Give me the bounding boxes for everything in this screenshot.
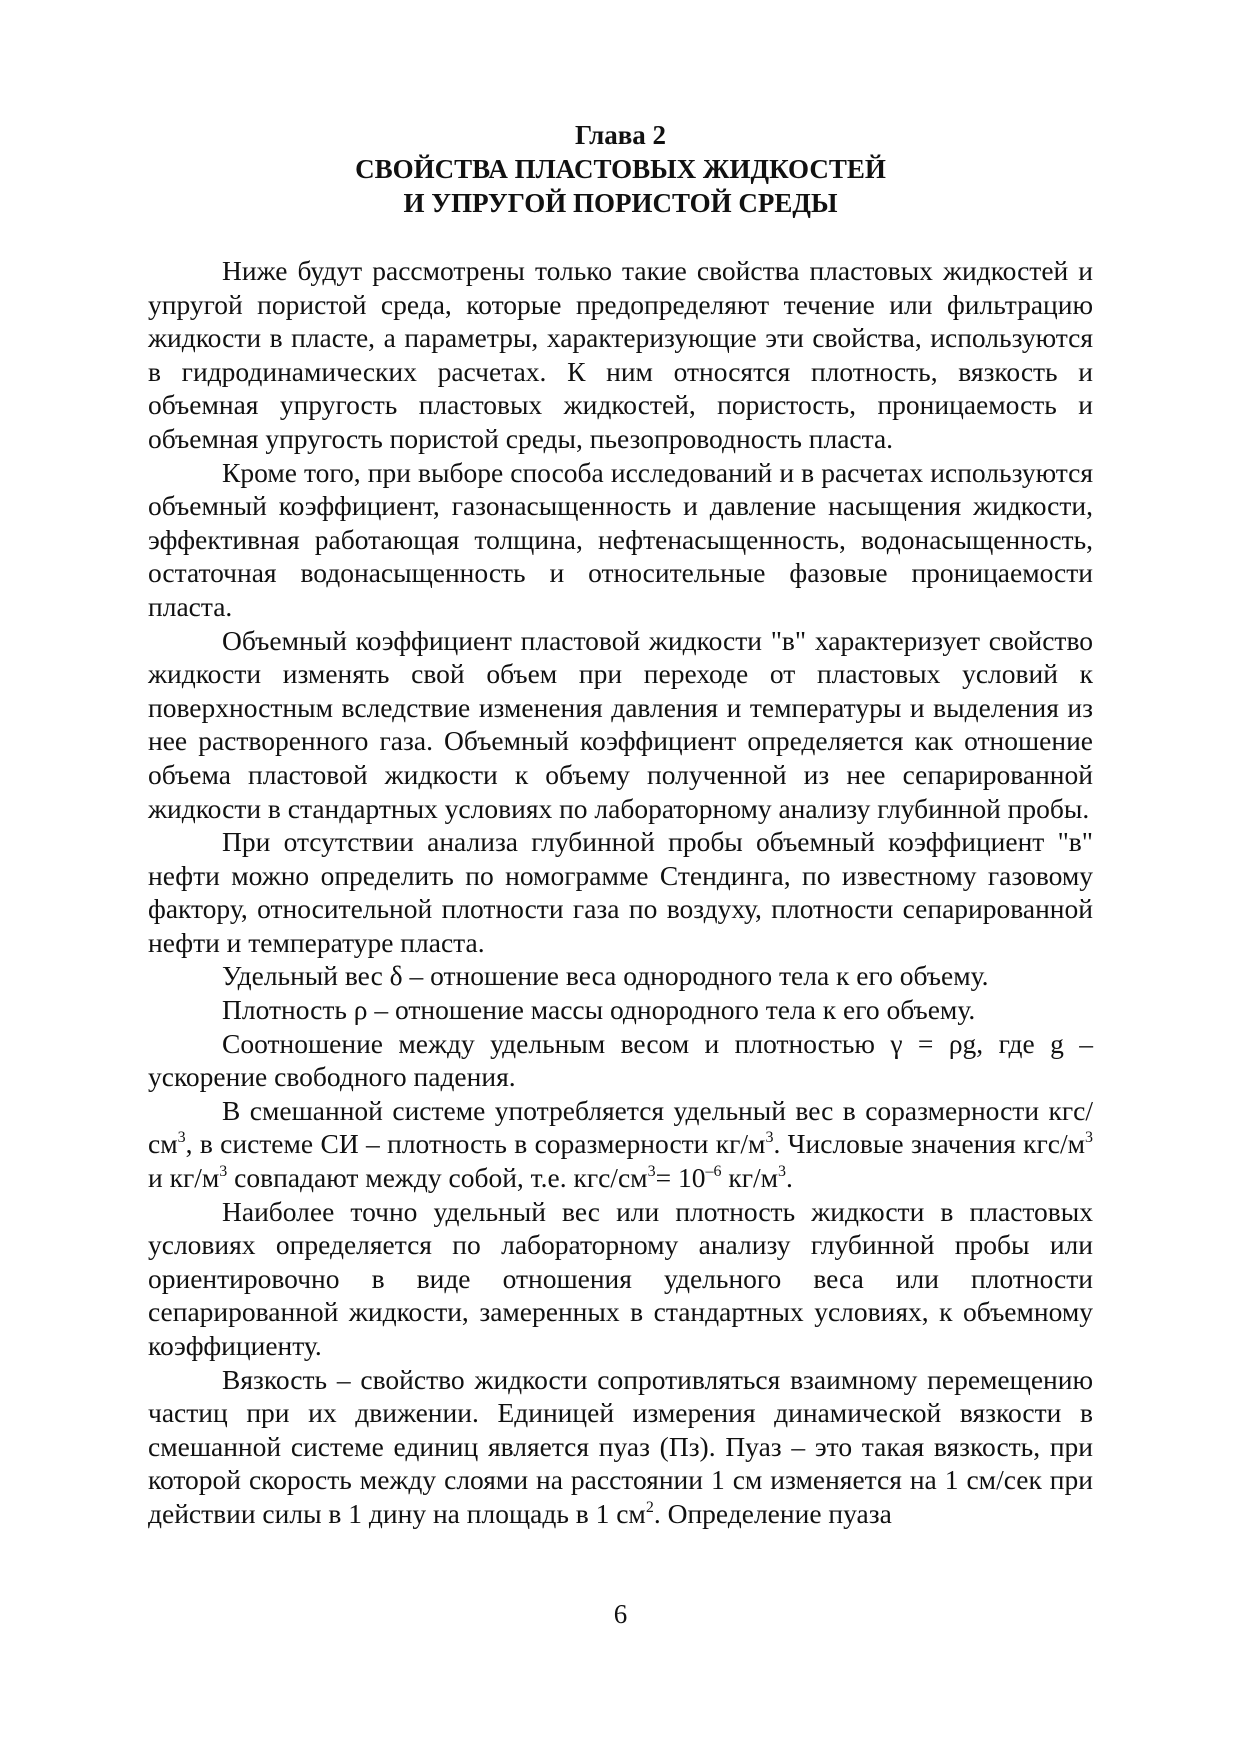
paragraph-specific-weight: Удельный вес δ – отношение веса однородного тела к его объему. xyxy=(222,960,989,992)
superscript: 3 xyxy=(219,1163,228,1181)
units-text: = 10 xyxy=(655,1162,706,1194)
superscript: 2 xyxy=(645,1498,654,1516)
units-text: . xyxy=(786,1162,793,1194)
viscosity-text: Вязкость – свойство жидкости сопротивляться взаимному перемещению частиц при их движении. Единицей измерения динамической вязкости в смешанной системе единиц является пуаз (Пз). Пуаз – это такая вязкость, при которой скорость между слоями на расстоянии 1 см изменяется на 1 см/сек при действии силы в 1 дину на площадь в 1 см xyxy=(148,1363,1093,1529)
superscript: 3 xyxy=(1084,1129,1093,1147)
paragraph-weight-density-relation: Соотношение между удельным весом и плотностью γ = ρg, где g – ускорение свободного падения. xyxy=(148,1027,1093,1093)
paragraph-intro: Ниже будут рассмотрены только такие свойства пластовых жидкостей и упругой пористой среда, которые предопределяют течение или фильтрацию жидкости в пласте, а параметры, характеризующие эти свойства, используются в гидродинамических расчетах. К ним относятся плотность, вязкость и объемная упругость пластовых жидкостей, пористость, проницаемость и объемная упругость пористой среды, пьезопроводность пласта. xyxy=(148,255,1093,454)
superscript: 3 xyxy=(177,1129,186,1147)
units-text: совпадают между собой, т.е. кгс/см xyxy=(227,1162,648,1194)
superscript: 3 xyxy=(778,1163,787,1181)
units-text: . Числовые значения кгс/м xyxy=(773,1128,1085,1160)
viscosity-tail: . Определение пуаза xyxy=(653,1497,892,1529)
chapter-title-line-1: СВОЙСТВА ПЛАСТОВЫХ ЖИДКОСТЕЙ xyxy=(355,154,886,184)
units-text: В смешанной системе употребляется удельный вес в соразмерности кгс/см xyxy=(148,1094,1093,1160)
paragraph-density: Плотность ρ – отношение массы однородного тела к его объему. xyxy=(222,994,976,1026)
chapter-header xyxy=(148,118,1093,220)
units-text: кг/м xyxy=(721,1162,779,1194)
superscript: 3 xyxy=(647,1163,656,1181)
paragraph-reservoir-density: Наиболее точно удельный вес или плотность жидкости в пластовых условиях определяется по лабораторному анализу глубинной пробы или ориентировочно в виде отношения удельного веса или плотности сепарированной жидкости, замеренных в стандартных условиях, к объемному коэффициенту. xyxy=(148,1195,1093,1361)
page-number: 6 xyxy=(613,1599,628,1629)
paragraph-standing-nomogram: При отсутствии анализа глубинной пробы объемный коэффициент "в" нефти можно определить по номограмме Стендинга, по известному газовому фактору, относительной плотности газа по воздуху, плотности сепарированной нефти и температуре пласта. xyxy=(148,826,1093,958)
paragraph-volume-factor: Объемный коэффициент пластовой жидкости "в" характеризует свойство жидкости изменять свой объем при переходе от пластовых условий к поверхностным вследствие изменения давления и температуры и выделения из нее растворенного газа. Объемный коэффициент определяется как отношение объема пластовой жидкости к объему полученной из нее сепарированной жидкости в стандартных условиях по лабораторному анализу глубинной пробы. xyxy=(148,624,1093,824)
units-text: , в системе СИ – плотность в соразмерности кг/м xyxy=(185,1128,766,1160)
chapter-label: Глава 2 xyxy=(574,120,667,150)
superscript: 3 xyxy=(765,1129,774,1147)
chapter-title-line-2: И УПРУГОЙ ПОРИСТОЙ СРЕДЫ xyxy=(403,188,838,218)
body-text xyxy=(148,254,1093,1531)
paragraph-parameters: Кроме того, при выборе способа исследований и в расчетах используются объемный коэффициент, газонасыщенность и давление насыщения жидкости, эффективная работающая толщина, нефтенасыщенность, водонасыщенность, остаточная водонасыщенность и относительные фазовые проницаемости пласта. xyxy=(148,456,1093,622)
paragraph-units xyxy=(148,1094,1093,1195)
paragraph-viscosity xyxy=(148,1363,1093,1531)
superscript: –6 xyxy=(705,1163,722,1181)
units-text: и кг/м xyxy=(148,1162,220,1194)
